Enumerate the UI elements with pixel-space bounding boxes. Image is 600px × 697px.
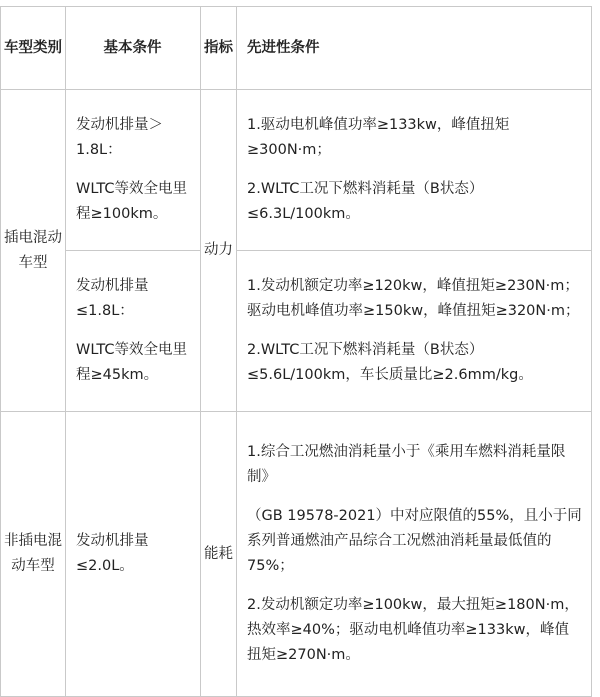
indicator-power: 动力 [201, 90, 237, 412]
advanced-condition: 1.驱动电机峰值功率≥133kw，峰值扭矩≥300N·m； [247, 117, 510, 158]
table-row [1, 251, 592, 412]
header-vehicle-type: 车型类别 [1, 7, 66, 90]
advanced-condition: 2.WLTC工况下燃料消耗量（B状态）≤5.6L/100km，车长质量比≥2.6mm/kg。 [247, 342, 533, 383]
advanced-conditions-cell [237, 90, 592, 251]
basic-condition: WLTC等效全电里程≥100km。 [76, 181, 188, 222]
table-header-row [1, 7, 592, 90]
indicator-energy: 能耗 [201, 412, 237, 697]
advanced-conditions-cell [237, 412, 592, 697]
vehicle-type-phev: 插电混动车型 [1, 90, 66, 412]
vehicle-type-non-phev: 非插电混动车型 [1, 412, 66, 697]
basic-condition: 发动机排量＞1.8L： [76, 117, 163, 158]
advanced-condition: 2.WLTC工况下燃料消耗量（B状态）≤6.3L/100km。 [247, 181, 484, 222]
advanced-condition: 2.发动机额定功率≥100kw，最大扭矩≥180N·m，热效率≥40%；驱动电机峰值功率≥133kw，峰值扭矩≥270N·m。 [247, 597, 579, 663]
header-basic-conditions: 基本条件 [66, 7, 201, 90]
basic-conditions-cell [66, 412, 201, 697]
table-row [1, 90, 592, 251]
basic-condition: 发动机排量≤1.8L： [76, 278, 149, 319]
advanced-condition: 1.综合工况燃油消耗量小于《乘用车燃料消耗量限制》 [247, 444, 566, 485]
conditions-table [0, 6, 592, 697]
basic-conditions-cell [66, 251, 201, 412]
header-indicator: 指标 [201, 7, 237, 90]
basic-condition: WLTC等效全电里程≥45km。 [76, 342, 188, 383]
advanced-condition: （GB 19578-2021）中对应限值的55%，且小于同系列普通燃油产品综合工况燃油消耗量最低值的75%； [247, 508, 582, 574]
table-row [1, 412, 592, 697]
basic-condition: 发动机排量≤2.0L。 [76, 533, 149, 574]
advanced-conditions-cell [237, 251, 592, 412]
header-advanced-conditions: 先进性条件 [237, 7, 592, 90]
advanced-condition: 1.发动机额定功率≥120kw，峰值扭矩≥230N·m；驱动电机峰值功率≥150kw，峰值扭矩≥320N·m； [247, 278, 580, 319]
basic-conditions-cell [66, 90, 201, 251]
